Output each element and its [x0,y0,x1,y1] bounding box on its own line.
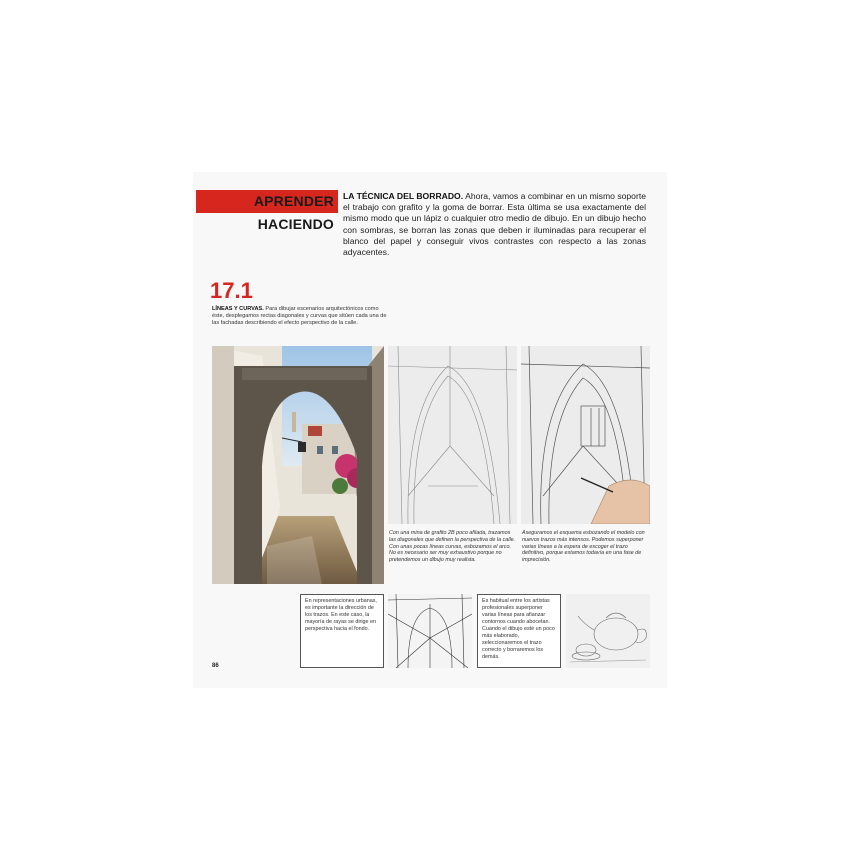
intro-paragraph [343,191,646,258]
section-banner: APRENDER HACIENDO [196,190,338,213]
section-number: 17.1 [210,278,253,303]
intro-body: Ahora, vamos a combinar en un mismo soporte el trabajo con grafito y la goma de borrar. Esta última se usa exactamente del mismo modo que un lápiz o cualquier otro medio de dibujo. En un dibujo hecho con sombras, se borran las zonas que deben ir iluminadas para recuperar el blanco del papel y conseguir vivos contrastes con respecto a las zonas adyacentes. [343,191,646,258]
caption-step-2: Aseguramos el esquema esbozando el modelo con nuevos trazos más intensos. Podemos superponer varias líneas a la espera de escoger el trazo definitivo, porque estamos todavía en una fase de imprecisión. [522,530,645,564]
sketch-step-1 [388,346,517,524]
section-lead: LÍNEAS Y CURVAS. [212,306,264,312]
info-box-urban: En representaciones urbanas, es importante la dirección de los trazos. En este caso, la mayoría de rayas se dirige en perspectiva hacia el fondo. [300,594,384,668]
sketch-step-2 [521,346,650,524]
intro-lead: LA TÉCNICA DEL BORRADO. [343,191,464,201]
caption-step-1: Con una mina de grafito 2B poco afilada, trazamos las diagonales que definen la perspectiva de la calle. Con unas pocas líneas curvas, esbozamos el arco. No es necesario ser muy exhaustivo porque no pretendemos un dibujo muy realista. [389,530,516,564]
section-description [212,306,388,327]
section-body: Para dibujar escenarios arquitectónicos como éste, desplegamos rectas diagonales y curvas que sitúen cada una de las fachadas describiendo el efecto perspectivo de la calle. [212,306,387,326]
teapot-sketch [566,594,650,668]
page-number: 86 [212,663,219,669]
info-box-artists: Es habitual entre los artistas profesionales superponer varias líneas para afianzar contornos cuando abocetan. Cuando el dibujo esté un poco más elaborado, seleccionaremos el trazo correcto y borraremos los demás. [477,594,561,668]
street-arch-photo [212,346,384,584]
perspective-sketch [388,594,472,668]
